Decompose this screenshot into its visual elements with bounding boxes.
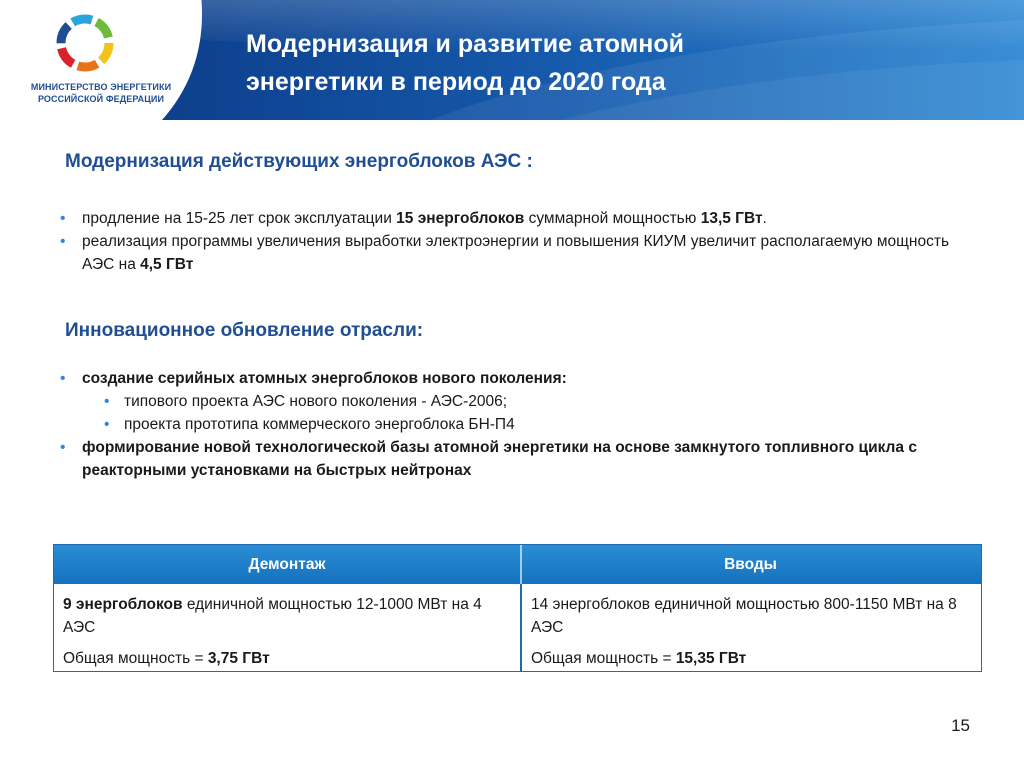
section-innovation-heading: Инновационное обновление отрасли: bbox=[65, 320, 424, 341]
bullet-bold-text: формирование новой технологической базы атомной энергетики на основе замкнутого топливного цикла с реакторными установками на быстрых нейтронах bbox=[82, 439, 917, 479]
sub-list-item bbox=[60, 390, 980, 413]
bullet-icon: • bbox=[60, 370, 66, 387]
cell-total bbox=[531, 647, 971, 670]
slide-header bbox=[0, 0, 1024, 120]
table-header-divider bbox=[520, 545, 522, 584]
cell-bold-text: 9 энергоблоков bbox=[63, 596, 183, 613]
bullet-text: реализация программы увеличения выработки электроэнергии и повышения КИУМ увеличит располагаемую мощность АЭС на bbox=[82, 233, 950, 273]
ministry-logo-icon bbox=[52, 10, 118, 76]
ministry-name-line2: РОССИЙСКОЙ ФЕДЕРАЦИИ bbox=[37, 94, 165, 104]
bullet-bold-text: создание серийных атомных энергоблоков нового поколения: bbox=[82, 370, 567, 387]
ministry-name bbox=[6, 81, 196, 105]
bullet-icon: • bbox=[104, 393, 110, 410]
capacity-table bbox=[53, 544, 982, 672]
section-innovation-bullets bbox=[60, 367, 980, 482]
page-number: 15 bbox=[951, 716, 970, 735]
table-cell-decommission bbox=[63, 593, 513, 670]
bullet-icon: • bbox=[60, 439, 66, 456]
cell-total bbox=[63, 647, 513, 670]
slide-title-line1: Модернизация и развитие атомной bbox=[246, 30, 684, 58]
bullet-icon: • bbox=[60, 233, 66, 250]
bullet-bold-text: 4,5 ГВт bbox=[140, 256, 194, 273]
bullet-text: типового проекта АЭС нового поколения - АЭС-2006; bbox=[124, 393, 508, 410]
table-header-row bbox=[54, 545, 981, 584]
cell-total-label: Общая мощность = bbox=[63, 650, 208, 667]
section-modernization-heading: Модернизация действующих энергоблоков АЭС : bbox=[65, 151, 533, 172]
slide-title bbox=[246, 25, 846, 101]
bullet-text: продление на 15-25 лет срок эксплуатации bbox=[82, 210, 397, 227]
table-header-decommission: Демонтаж bbox=[248, 556, 326, 573]
table-header-commissioning: Вводы bbox=[724, 556, 777, 573]
bullet-icon: • bbox=[60, 210, 66, 227]
bullet-text: проекта прототипа коммерческого энергоблока БН-П4 bbox=[124, 416, 515, 433]
cell-total-value: 3,75 ГВт bbox=[207, 650, 270, 667]
bullet-text: суммарной мощностью bbox=[524, 210, 701, 227]
section-modernization-bullets bbox=[60, 207, 980, 276]
slide-title-line2: энергетики в период до 2020 года bbox=[246, 68, 666, 96]
list-item bbox=[60, 230, 980, 276]
list-item bbox=[60, 367, 980, 390]
bullet-text: . bbox=[762, 210, 767, 227]
list-item bbox=[60, 436, 980, 482]
cell-total-label: Общая мощность = bbox=[531, 650, 676, 667]
ministry-name-line1: МИНИСТЕРСТВО ЭНЕРГЕТИКИ bbox=[30, 82, 172, 92]
ministry-logo-area bbox=[0, 0, 200, 120]
cell-description: 14 энергоблоков единичной мощностью 800-1150 МВт на 8 АЭС bbox=[531, 596, 957, 636]
table-column-divider bbox=[520, 584, 522, 672]
list-item bbox=[60, 207, 980, 230]
bullet-bold-text: 13,5 ГВт bbox=[700, 210, 763, 227]
bullet-bold-text: 15 энергоблоков bbox=[396, 210, 525, 227]
bullet-icon: • bbox=[104, 416, 110, 433]
sub-list-item bbox=[60, 413, 980, 436]
cell-text: единичной мощностью 12-1000 МВт на 4 АЭС bbox=[63, 596, 482, 636]
table-cell-commissioning bbox=[531, 593, 971, 670]
cell-description bbox=[63, 593, 513, 639]
cell-total-value: 15,35 ГВт bbox=[675, 650, 747, 667]
